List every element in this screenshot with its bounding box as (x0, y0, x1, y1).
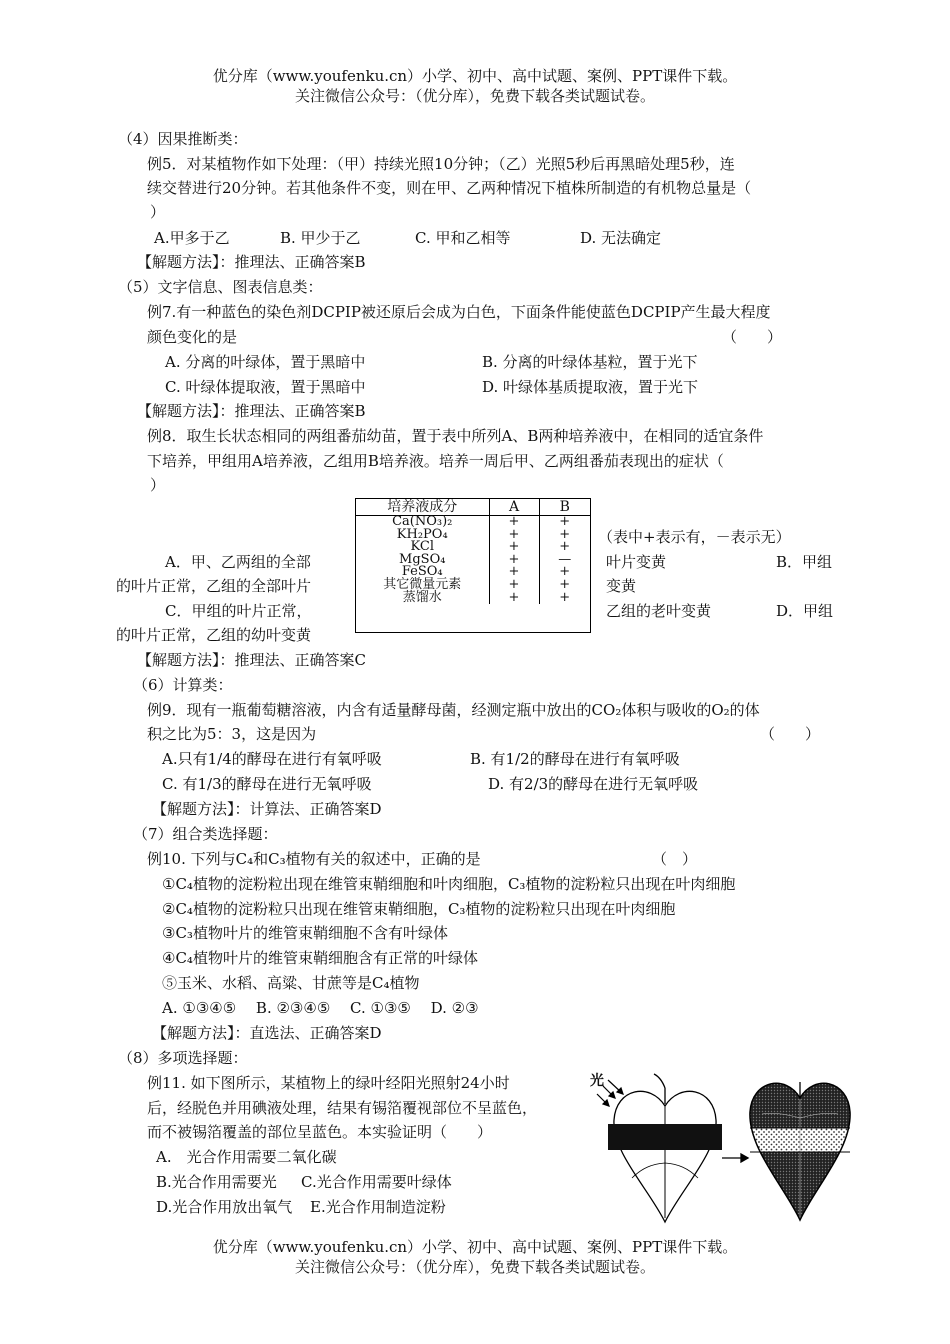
q8-option-b-3: 变黄 (606, 577, 637, 595)
q11-option-a: A. 光合作用需要二氧化碳 (156, 1148, 337, 1166)
q10-item-3: ③C₃植物叶片的维管束鞘细胞不含有叶绿体 (162, 924, 448, 942)
q11-option-c: C.光合作用需要叶绿体 (301, 1173, 452, 1191)
result-arrow (722, 1154, 748, 1162)
q7-answer: 【解题方法】：推理法、正确答案B (137, 402, 366, 420)
q8-option-c-1: C．甲组的叶片正常， (165, 602, 312, 620)
table-row (356, 516, 590, 529)
q11-option-b: B.光合作用需要光 (156, 1173, 277, 1191)
q10-paren: （ ） (652, 850, 698, 868)
q10-options: A. ①③④⑤ B. ②③④⑤ C. ①③⑤ D. ②③ (162, 999, 479, 1017)
table-cell: + (539, 541, 590, 554)
q8-option-b-2: 的叶片正常，乙组的全部叶片 (116, 577, 312, 595)
section-7-title: （7）组合类选择题： (133, 825, 278, 843)
q8-line-2: 下培养，甲组用A培养液，乙组用B培养液。培养一周后甲、乙两组番茄表现出的症状（ (147, 452, 724, 470)
table-cell: FeSO₄ (401, 564, 443, 580)
leaf-experiment-figure (590, 1068, 862, 1226)
q8-option-c-2: 乙组的老叶变黄 (606, 602, 712, 620)
table-cell: + (489, 529, 539, 542)
table-cell: + (489, 566, 539, 579)
table-cell: + (539, 516, 590, 529)
q5-answer: 【解题方法】：推理法、正确答案B (137, 253, 366, 271)
q10-item-1: ①C₄植物的淀粉粒出现在维管束鞘细胞和叶肉细胞，C₃植物的淀粉粒只出现在叶肉细胞 (162, 875, 736, 893)
footer-line-2: 关注微信公众号：（优分库），免费下载各类试题试卷。 (294, 1258, 655, 1276)
q10-item-2: ②C₄植物的淀粉粒只出现在维管束鞘细胞，C₃植物的淀粉粒只出现在叶肉细胞 (162, 900, 676, 918)
table-header-cell: 培养液成分 (356, 499, 489, 516)
table-cell: + (489, 579, 539, 592)
q11-option-e: E.光合作用制造淀粉 (310, 1198, 446, 1216)
table-cell: + (489, 592, 539, 605)
figure-light-label: 光 (590, 1073, 604, 1089)
table-header-row (356, 499, 590, 516)
table-cell: + (539, 592, 590, 605)
q8-line-3: ） (150, 476, 166, 494)
q5-option-d: D. 无法确定 (580, 229, 662, 247)
q8-table-note: （表中+表示有，－表示无） (598, 528, 791, 546)
q8-option-a-2: 叶片变黄 (606, 553, 667, 571)
q5-option-b: B. 甲少于乙 (280, 229, 361, 247)
q5-line-3: ） (150, 203, 166, 221)
q7-paren: （ ） (722, 328, 783, 346)
q11-line-1: 例11. 如下图所示，某植物上的绿叶经阳光照射24小时 (147, 1074, 510, 1092)
section-6-title: （6）计算类： (133, 676, 233, 694)
q7-option-d: D. 叶绿体基质提取液，置于光下 (482, 378, 699, 396)
q5-option-c: C. 甲和乙相等 (415, 229, 511, 247)
q8-option-a-1: A．甲、乙两组的全部 (165, 553, 311, 571)
q11-line-3: 而不被锡箔覆盖的部位呈蓝色。本实验证明（ ） (147, 1123, 493, 1141)
q9-paren: （ ） (760, 725, 821, 743)
q9-line-2: 积之比为5：3，这是因为 (147, 725, 317, 743)
table-cell: + (539, 529, 590, 542)
q9-option-b: B. 有1/2的酵母在进行有氧呼吸 (470, 750, 680, 768)
table-cell: + (489, 541, 539, 554)
table-cell: + (539, 566, 590, 579)
q9-option-a: A.只有1/4的酵母在进行有氧呼吸 (162, 750, 382, 768)
table-row (356, 592, 590, 605)
table-cell: Ca(NO₃)₂ (392, 514, 453, 529)
q11-option-d: D.光合作用放出氧气 (156, 1198, 293, 1216)
nutrient-table (355, 498, 591, 633)
q7-option-b: B. 分离的叶绿体基粒，置于光下 (482, 353, 698, 371)
foil-strip (608, 1124, 722, 1150)
q10-line-1: 例10. 下列与C₄和C₃植物有关的叙述中，正确的是 (147, 850, 481, 868)
q9-option-d: D. 有2/3的酵母在进行无氧呼吸 (488, 775, 699, 793)
table-cell: KCl (410, 539, 434, 555)
section-4-title: （4）因果推断类： (118, 130, 248, 148)
q10-answer: 【解题方法】：直选法、正确答案D (152, 1024, 382, 1042)
q8-answer: 【解题方法】：推理法、正确答案C (137, 651, 366, 669)
table-cell: 其它微量元素 (383, 576, 462, 592)
q5-line-2: 续交替进行20分钟。若其他条件不变，则在甲、乙两种情况下植株所制造的有机物总量是（ (147, 179, 752, 197)
header-line-2: 关注微信公众号：（优分库），免费下载各类试题试卷。 (294, 87, 655, 105)
header-line-1: 优分库（www.youfenku.cn）小学、初中、高中试题、案例、PPT课件下载。 (212, 67, 738, 85)
q8-option-d-2: 的叶片正常，乙组的幼叶变黄 (116, 626, 312, 644)
table-cell: — (539, 554, 590, 567)
q9-option-c: C. 有1/3的酵母在进行无氧呼吸 (162, 775, 372, 793)
q10-item-5: ⑤玉米、水稻、高粱、甘蔗等是C₄植物 (162, 974, 420, 992)
q9-line-1: 例9．现有一瓶葡萄糖溶液，内含有适量酵母菌，经测定瓶中放出的CO₂体积与吸收的O₂的体 (147, 701, 760, 719)
table-row (356, 541, 590, 554)
table-row (356, 579, 590, 592)
q11-line-2: 后，经脱色并用碘液处理，结果有锡箔覆视部位不呈蓝色， (147, 1099, 538, 1117)
table-cell: + (489, 554, 539, 567)
table-cell: 蒸馏水 (402, 589, 442, 605)
table-header-cell: B (539, 499, 590, 516)
section-5-title: （5）文字信息、图表信息类： (118, 278, 323, 296)
q8-line-1: 例8．取生长状态相同的两组番茄幼苗，置于表中所列A、B两种培养液中，在相同的适宜条件 (147, 427, 764, 445)
table-cell: + (489, 516, 539, 529)
section-8-title: （8）多项选择题： (118, 1049, 248, 1067)
q5-option-a: A.甲多于乙 (154, 229, 230, 247)
q7-option-a: A. 分离的叶绿体，置于黑暗中 (165, 353, 366, 371)
q9-answer: 【解题方法】：计算法、正确答案D (152, 800, 382, 818)
q7-line-2: 颜色变化的是 (147, 328, 238, 346)
q8-option-d-1: D．甲组 (776, 602, 834, 620)
table-row (356, 554, 590, 567)
table-cell: MgSO₄ (399, 551, 446, 567)
q10-item-4: ④C₄植物叶片的维管束鞘细胞含有正常的叶绿体 (162, 949, 478, 967)
table-row (356, 529, 590, 542)
footer-line-1: 优分库（www.youfenku.cn）小学、初中、高中试题、案例、PPT课件下载。 (212, 1238, 738, 1256)
q5-line-1: 例5．对某植物作如下处理：（甲）持续光照10分钟；（乙）光照5秒后再黑暗处理5秒，连 (147, 155, 735, 173)
table-cell: + (539, 579, 590, 592)
q8-option-b-1: B．甲组 (776, 553, 833, 571)
table-cell: KH₂PO₄ (396, 526, 448, 542)
table-header-cell: A (489, 499, 539, 516)
q7-option-c: C. 叶绿体提取液，置于黑暗中 (165, 378, 366, 396)
q7-line-1: 例7.有一种蓝色的染色剂DCPIP被还原后会成为白色，下面条件能使蓝色DCPIP产生最大程度 (147, 303, 771, 321)
